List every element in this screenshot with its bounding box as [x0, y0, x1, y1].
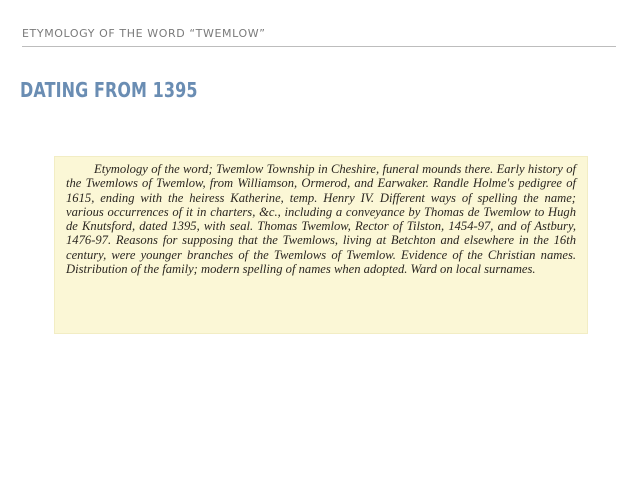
- slide-title: DATING FROM 1395: [20, 78, 198, 102]
- header-divider: [22, 46, 616, 47]
- scanned-document-image: [54, 156, 588, 334]
- document-excerpt-text: Etymology of the word; Twemlow Township in Cheshire, funeral mounds there. Early history of the Twemlows of Twemlow, from Williamson, Ormerod, and Earwaker. Randle Holme's pedigree of 1615, ending with the heiress Katherine, temp. Henry IV. Different ways of spelling the name; various occurrences of it in charters, &c., including a conveyance by Thomas de Twemlow to Hugh de Knutsford, dated 1395, with seal. Thomas Twemlow, Rector of Tilston, 1454-97, and of Astbury, 1476-97. Reasons for supposing that the Twemlows, living at Betchton and elsewhere in the 16th century, were younger branches of the Twemlows of Twemlow. Evidence of the Christian names. Distribution of the family; modern spelling of names when adopted. Ward on local surnames.: [66, 162, 576, 277]
- slide-header: ETYMOLOGY OF THE WORD “TWEMLOW”: [22, 27, 266, 40]
